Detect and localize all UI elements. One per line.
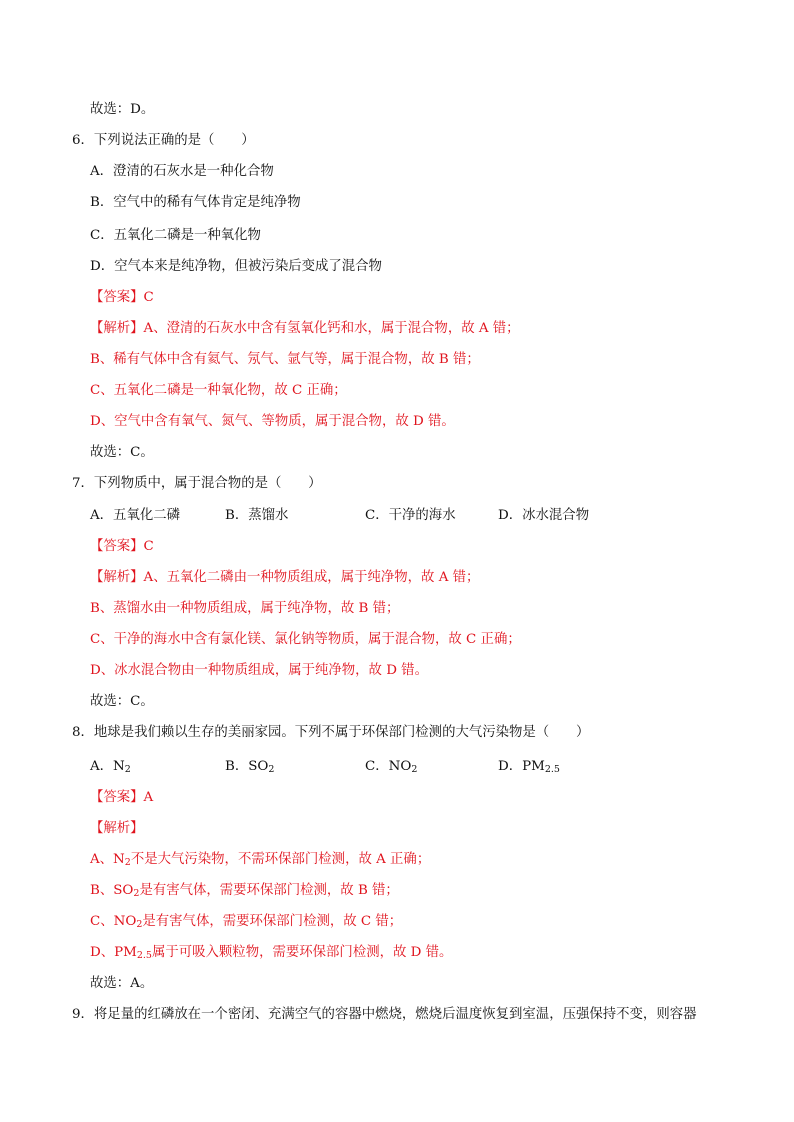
analysis-text: D、PM <box>90 945 137 960</box>
question-6-conclusion: 故选：C。 <box>90 445 154 460</box>
option-text: A．N <box>90 759 125 774</box>
subscript: 2.5 <box>544 764 560 775</box>
question-6-option-b: B．空气中的稀有气体肯定是纯净物 <box>90 195 301 210</box>
analysis-text: 是有害气体，需要环保部门检测，故 C 错； <box>142 914 403 929</box>
question-6-option-a: A．澄清的石灰水是一种化合物 <box>90 164 274 179</box>
question-8-stem: 8．地球是我们赖以生存的美丽家园。下列不属于环保部门检测的大气污染物是（ ） <box>72 725 590 740</box>
question-6-option-d: D．空气本来是纯净物，但被污染后变成了混合物 <box>90 259 382 274</box>
subscript: 2 <box>124 857 131 868</box>
analysis-text: 是有害气体，需要环保部门检测，故 B 错； <box>139 883 399 898</box>
analysis-text: 属于可吸入颗粒物，需要环保部门检测，故 D 错。 <box>151 945 453 960</box>
question-7-option-c: C．干净的海水 <box>365 508 456 523</box>
question-8-option-d <box>498 757 560 777</box>
question-7-stem: 7．下列物质中，属于混合物的是（ ） <box>72 476 322 491</box>
question-8-option-c <box>365 757 417 777</box>
subscript: 2 <box>124 764 131 775</box>
subscript: 2.5 <box>136 950 152 961</box>
previous-conclusion: 故选：D。 <box>90 102 155 117</box>
question-6-analysis-b: B、稀有气体中含有氦气、氖气、氩气等，属于混合物，故 B 错； <box>90 352 480 367</box>
question-8-analysis-head: 【解析】 <box>90 821 144 836</box>
question-7-answer: 【答案】C <box>90 539 154 554</box>
option-text: D．PM <box>498 759 545 774</box>
question-8-analysis-a <box>90 850 430 870</box>
question-7-analysis-b: B、蒸馏水由一种物质组成，属于纯净物，故 B 错； <box>90 601 400 616</box>
subscript: 2 <box>133 888 140 899</box>
question-7-option-d: D．冰水混合物 <box>498 508 590 523</box>
question-7-analysis-c: C、干净的海水中含有氯化镁、氯化钠等物质，属于混合物，故 C 正确； <box>90 632 521 647</box>
question-8-conclusion: 故选：A。 <box>90 976 154 991</box>
question-7-option-a: A．五氧化二磷 <box>90 508 181 523</box>
question-7-analysis-a: 【解析】A、五氧化二磷由一种物质组成，属于纯净物，故 A 错； <box>90 570 480 585</box>
question-6-analysis-a: 【解析】A、澄清的石灰水中含有氢氧化钙和水，属于混合物，故 A 错； <box>90 321 520 336</box>
question-8-analysis-b <box>90 881 399 901</box>
question-8-answer: 【答案】A <box>90 790 154 805</box>
question-8-analysis-c <box>90 912 402 932</box>
analysis-text: 不是大气污染物，不需环保部门检测，故 A 正确； <box>130 852 431 867</box>
question-6-answer: 【答案】C <box>90 290 154 305</box>
question-8-option-b <box>225 757 274 777</box>
question-7-analysis-d: D、冰水混合物由一种物质组成，属于纯净物，故 D 错。 <box>90 663 428 678</box>
question-7-option-b: B．蒸馏水 <box>225 508 289 523</box>
question-8-analysis-d <box>90 943 452 963</box>
question-6-analysis-c: C、五氧化二磷是一种氧化物，故 C 正确； <box>90 383 347 398</box>
question-7-conclusion: 故选：C。 <box>90 694 154 709</box>
analysis-text: A、N <box>90 852 125 867</box>
option-text: B．SO <box>225 759 269 774</box>
question-8-option-a <box>90 757 131 777</box>
question-6-analysis-d: D、空气中含有氧气、氮气、等物质，属于混合物，故 D 错。 <box>90 414 455 429</box>
question-9-stem: 9．将足量的红磷放在一个密闭、充满空气的容器中燃烧，燃烧后温度恢复到室温，压强保持不变，则容器 <box>72 1007 697 1022</box>
subscript: 2 <box>411 764 418 775</box>
analysis-text: C、NO <box>90 914 137 929</box>
subscript: 2 <box>136 919 143 930</box>
option-text: C．NO <box>365 759 412 774</box>
question-6-option-c: C．五氧化二磷是一种氧化物 <box>90 228 261 243</box>
analysis-text: B、SO <box>90 883 134 898</box>
subscript: 2 <box>268 764 275 775</box>
question-6-stem: 6．下列说法正确的是（ ） <box>72 133 255 148</box>
